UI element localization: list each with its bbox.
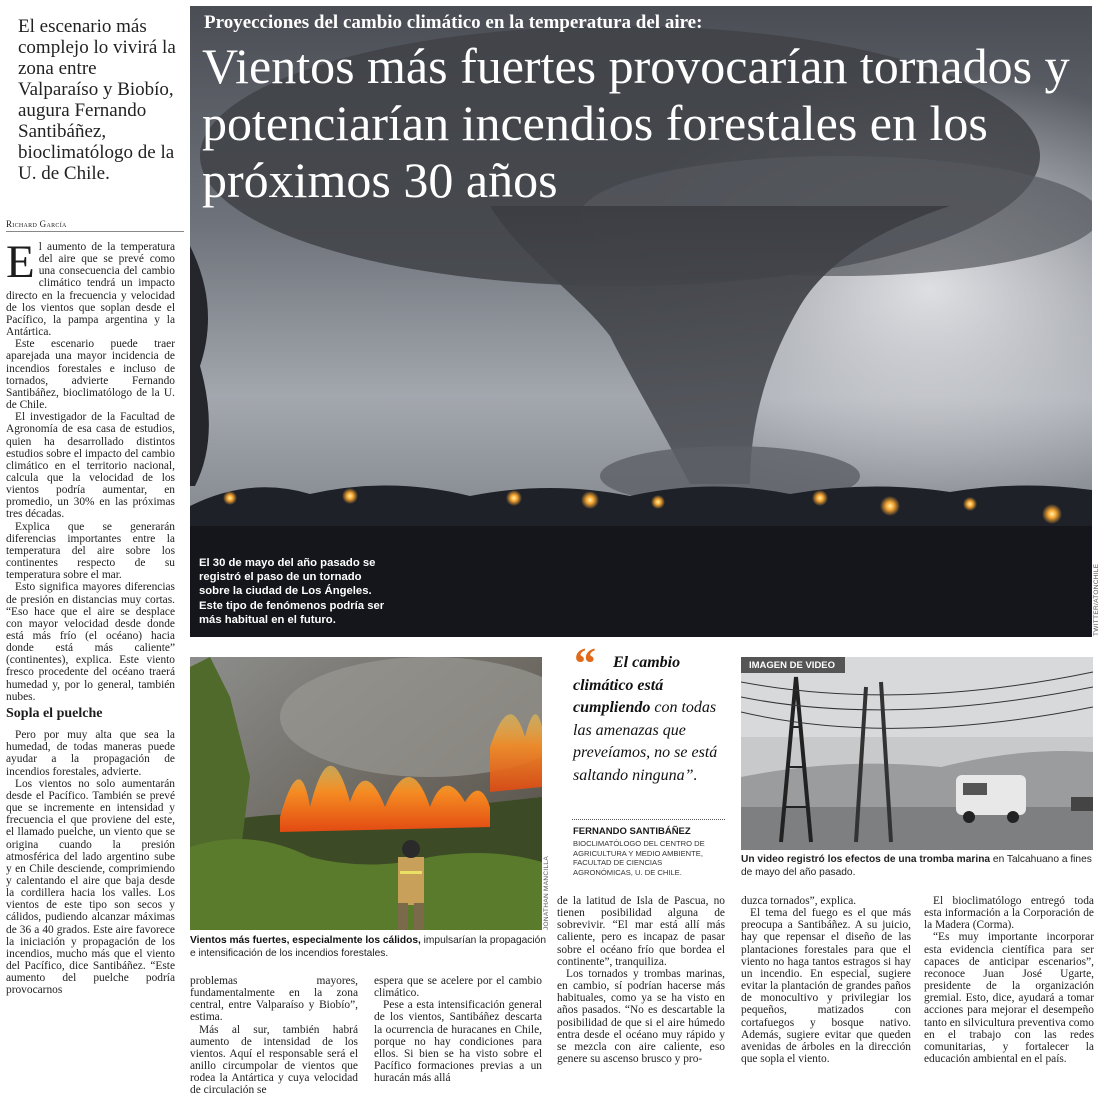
pull-quote: El cambio climático está cumpliendo con todas las amenazas que preveíamos, no se está saltando ninguna”. (573, 654, 718, 784)
video-label: IMAGEN DE VIDEO (741, 657, 845, 673)
paragraph: El tema del fuego es el que más preocupa a Santibáñez. A su juicio, hay que repensar el diseño de las plantaciones forestales para que el viento no haga tantos estragos si hay un incendio. En especial, sugiere evitar la plantación de grandes paños de monocultivo y privilegiar los pequeños, matizados con cortafuegos y bosque nativo. Además, sugiere evitar que queden avenidas de árboles en la dirección que sopla el viento. (741, 907, 911, 1066)
article-column-3 (374, 975, 542, 1084)
photo-credit: JONATHAN MANCILLA (543, 856, 550, 930)
paragraph: espera que se acelere por el cambio climático. (374, 975, 542, 1000)
paragraph: Pese a esta intensificación general de los vientos, Santibáñez descarta la ocurrencia de huracanes en Chile, porque no hay condiciones para ellos. Si bien se ha visto sobre el Pacífico formaciones previas a un huracán más allá (374, 999, 542, 1085)
photo-credit: TWITTER/ATONCHILE (1093, 563, 1100, 636)
article-column-5 (741, 895, 911, 1065)
subheading: Sopla el puelche (6, 705, 103, 721)
video-still-graphic (741, 657, 1093, 850)
article-column-1 (6, 236, 175, 997)
quote-mark-icon: “ (574, 639, 596, 688)
divider (572, 819, 725, 820)
article-deck: El escenario más complejo lo vivirá la zona entre Valparaíso y Biobío, augura Fernando Santibáñez, bioclimatólogo de la U. de Chile. (18, 16, 176, 184)
paragraph: Pero por muy alta que sea la humedad, de todas maneras puede ayudar a la propagación de incendios forestales, advierte. (6, 729, 175, 778)
paragraph: El investigador de la Facultad de Agronomía de esa casa de estudios, quien ha desarrollado distintos estudios sobre el impacto del cambio climático en el territorio nacional, calcula que la velocidad de los vientos podría aumentar, en promedio, un 30% en las próximas tres décadas. (6, 411, 175, 521)
article-column-2 (190, 975, 358, 1097)
paragraph: duzca tornados”, explica. (741, 895, 857, 907)
paragraph: “Es muy importante incorporar esta evidencia científica para ser capaces de anticipar escenarios”, reconoce Juan José Ugarte, presidente de la organización gremial. Esto, dice, ayudará a tomar acciones para mejorar el desempeño tanto en silvicultura preventiva como en el trabajo con las redes comunitarias, y fortalecer la educación ambiental en el país. (924, 931, 1094, 1066)
paragraph: Explica que se generarán diferencias importantes entre la temperatura del aire sobre los continentes respecto de su temperatura sobre el mar. (6, 520, 175, 582)
article-column-6 (924, 895, 1094, 1065)
article-column-4 (557, 895, 725, 1065)
paragraph: Este escenario puede traer aparejada una mayor incidencia de incendios forestales e incluso de tornados, advierte Fernando Santibáñez, bioclimatólogo de la U. de Chile. (6, 338, 175, 412)
byline: Richard García (6, 219, 184, 232)
paragraph: de la latitud de Isla de Pascua, no tienen posibilidad alguna de sobrevivir. “El mar está allí más caliente, pero es incapaz de pasar sobre el océano frío que bordea el continente”, tranquiliza. (557, 895, 725, 968)
quote-author: FERNANDO SANTIBÁÑEZ (573, 826, 691, 837)
video-caption: Un video registró los efectos de una tromba marina en Talcahuano a fines de mayo del año pasado. (741, 854, 1092, 878)
video-still (741, 657, 1093, 850)
paragraph: El aumento de la temperatura del aire que se prevé como una consecuencia del cambio climático tendrá un impacto directo en la frecuencia y velocidad de los vientos que soplan desde el Pacífico, la pampa argentina y la Antártica. (6, 236, 175, 339)
paragraph: Más al sur, también habrá aumento de intensidad de los vientos. Aquí el responsable será el anillo circumpolar de vientos que rodea la Antártica y cuya velocidad de circulación se (190, 1023, 358, 1097)
headline: Vientos más fuertes provocarían tornados y potenciarían incendios forestales en los próximos 30 años (202, 38, 1070, 208)
drop-cap: E (6, 236, 35, 288)
wildfire-photo (190, 657, 542, 930)
paragraph: El bioclimatólogo entregó toda esta información a la Corporación de la Madera (Corma). (924, 895, 1094, 932)
paragraph: Esto significa mayores diferencias de presión en distancias muy cortas. “Eso hace que el aire se desplace con mayor velocidad desde donde está más frío (el océano) hacia donde está más caliente” (continentes), explica. Este viento fresco procedente del océano traerá humedad y, por lo general, también nubes. (6, 581, 175, 703)
wildfire-caption: Vientos más fuertes, especialmente los cálidos, impulsarían la propagación e intensificación de los incendios forestales. (190, 935, 546, 959)
paragraph: problemas mayores, fundamentalmente en la zona central, entre Valparaíso y Biobío”, estima. (190, 975, 358, 1024)
paragraph: Los tornados y trombas marinas, en cambio, sí podrían hacerse más habituales, como ya se ha visto en años pasados. “No es descartable la posibilidad de que si el aire húmedo entra desde el océano muy rápido y se mezcla con aire caliente, eso genere su ascenso brusco y pro- (557, 967, 725, 1066)
wildfire-photo-graphic (190, 657, 542, 930)
paragraph: Los vientos no solo aumentarán desde el Pacífico. También se prevé que se incremente en intensidad y frecuencia el que proviene del este, el llamado puelche, un viento que se origina cuando la presión atmosférica del lado argentino sube y en Chile desciende, comprimiendo y calentando el aire que baja desde la cordillera hacia los valles. Los vientos de este tipo son secos y cálidos, pudiendo alcanzar máximas de 36 a 40 grados. Este aire favorece la iniciación y propagación de los incendios, mucho más que el viento del Pacífico, dice Santibáñez. “Este aumento del puelche podría provocarnos (6, 777, 175, 997)
quote-author-role: BIOCLIMATÓLOGO DEL CENTRO DE AGRICULTURA Y MEDIO AMBIENTE, FACULTAD DE CIENCIAS AGRONÓMICAS, U. DE CHILE. (573, 839, 705, 877)
kicker: Proyecciones del cambio climático en la temperatura del aire: (204, 12, 703, 33)
tornado-caption: El 30 de mayo del año pasado se registró el paso de un tornado sobre la ciudad de Los Ángeles. Este tipo de fenómenos podría ser más habitual en el futuro. (199, 557, 385, 626)
